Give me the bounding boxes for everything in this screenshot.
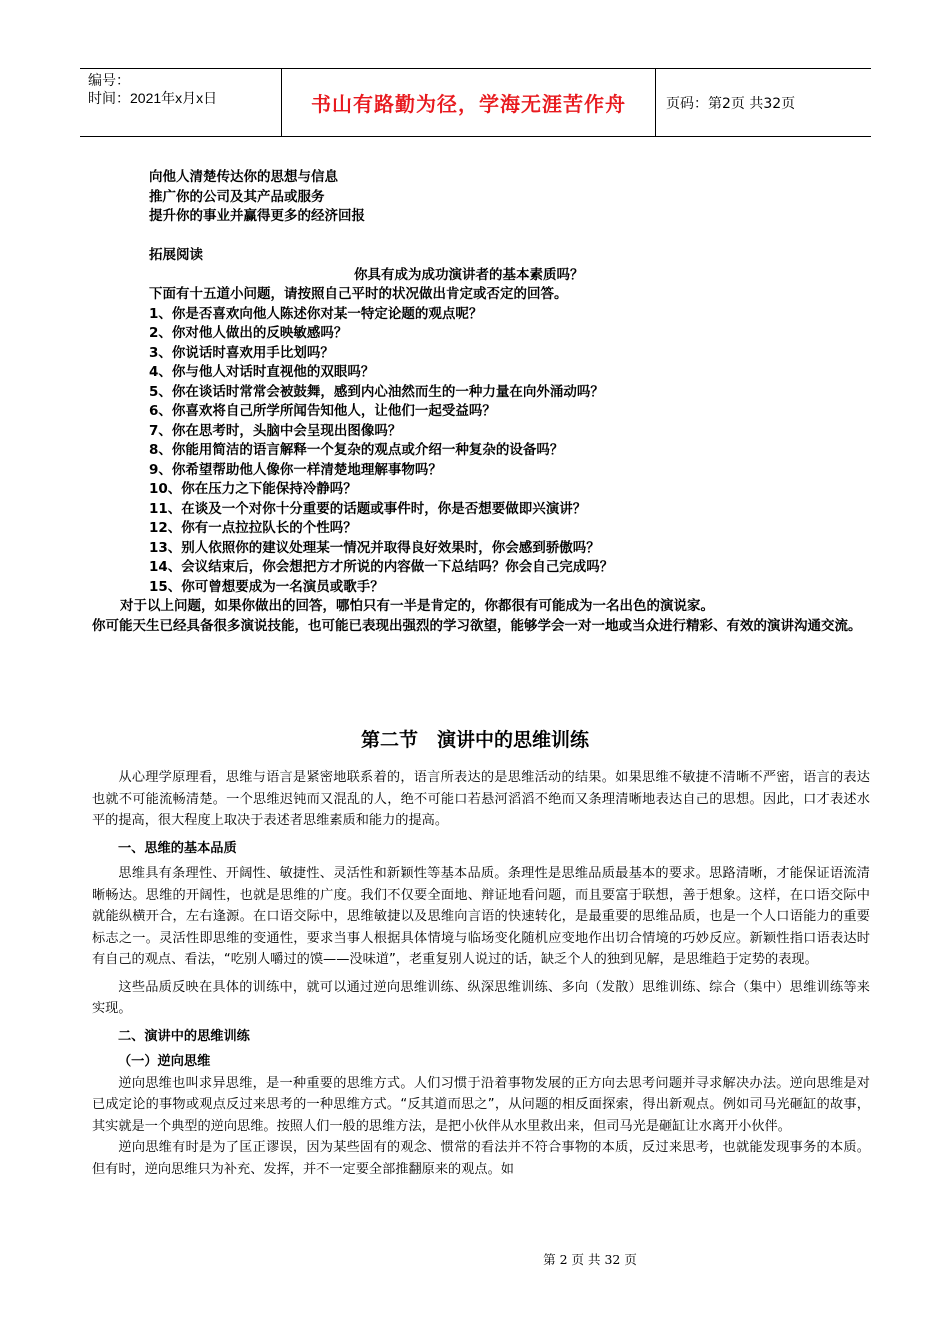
paragraph-reverse-thinking: 逆向思维也叫求异思维，是一种重要的思维方式。人们习惯于沿着事物发展的正方向去思考问题并寻求解决办法。逆向思维是对已成定论的事物或观点反过来思考的一种思维方式。“反其道而思之”，从问题的相反面探索，得出新观点。例如司马光砸缸的故事，其实就是一个典型的逆向思维。按照人们一般的思维方法，是把小伙伴从水里救出来，但司马光是砸缸让水离开小伙伴。 — [92, 1075, 870, 1134]
quiz-question: 12、你有一点拉拉队长的个性吗？ — [149, 520, 357, 536]
heading-basic-qualities: 一、思维的基本品质 — [118, 840, 237, 856]
intro-item: 提升你的事业并赢得更多的经济回报 — [149, 208, 365, 224]
paragraph-reverse-thinking-2: 逆向思维有时是为了匡正谬误，因为某些固有的观念、惯常的看法并不符合事物的本质，反过来思考，也就能发现事务的本质。但有时，逆向思维只为补充、发挥，并不一定要全部推翻原来的观点。如 — [92, 1140, 870, 1177]
quiz-question: 14、会议结束后，你会想把方才所说的内容做一下总结吗？你会自己完成吗？ — [149, 559, 614, 575]
date-label: 时间：2021年x月x日 — [88, 90, 218, 106]
header-page-info — [656, 69, 871, 136]
quiz-question: 10、你在压力之下能保持冷静吗？ — [149, 481, 357, 497]
quiz-question: 13、别人依照你的建议处理某一情况并取得良好效果时，你会感到骄傲吗？ — [149, 539, 600, 556]
quiz-question: 5、你在谈话时常常会被鼓舞，感到内心油然而生的一种力量在向外涌动吗？ — [149, 383, 604, 400]
self-test-block — [92, 168, 892, 636]
quiz-question: 6、你喜欢将自己所学所闻告知他人，让他们一起受益吗？ — [149, 403, 496, 419]
intro-item: 向他人清楚传达你的思想与信息 — [149, 169, 338, 185]
heading-training: 二、演讲中的思维训练 — [118, 1028, 250, 1044]
quiz-question: 2、你对他人做出的反映敏感吗？ — [149, 325, 348, 341]
number-label: 编号： — [88, 72, 130, 88]
intro-item: 推广你的公司及其产品或服务 — [149, 188, 325, 205]
motto: 书山有路勤为径，学海无涯苦作舟 — [311, 92, 626, 116]
quiz-question: 1、你是否喜欢向他人陈述你对某一特定论题的观点呢？ — [149, 305, 483, 322]
header-meta — [80, 69, 282, 136]
quiz-question: 4、你与他人对话时直视他的双眼吗？ — [149, 364, 375, 380]
quiz-title: 你具有成为成功演讲者的基本素质吗？ — [354, 266, 584, 283]
header-motto-cell — [282, 69, 656, 136]
quiz-question: 3、你说话时喜欢用手比划吗？ — [149, 344, 334, 361]
page-header — [80, 68, 871, 137]
quiz-question: 9、你希望帮助他人像你一样清楚地理解事物吗？ — [149, 461, 442, 478]
paragraph-qualities: 思维具有条理性、开阔性、敏捷性、灵活性和新颖性等基本品质。条理性是思维品质最基本的要求。思路清晰，才能保证语流清晰畅达。思维的开阔性，也就是思维的广度。我们不仅要全面地、辩证地看问题，而且要富于联想，善于想象。这样，在口语交际中就能纵横开合，左右逢源。在口语交际中，思维敏捷以及思维向言语的快速转化，是最重要的思维品质，也是一个人口语能力的重要标志之一。灵活性即思维的变通性，要求当事人根据具体情境与临场变化随机应变地作出切合情境的巧妙反应。新颖性指口语表达时有自己的观点、看法，“吃别人嚼过的馍——没味道”，老重复别人说过的话，缺乏个人的独到见解，是思维趋于定势的表现。 — [92, 866, 870, 967]
heading-reverse-thinking: （一）逆向思维 — [118, 1054, 211, 1069]
quiz-conclusion-line1: 对于以上问题，如果你做出的回答，哪怕只有一半是肯定的，你都很有可能成为一名出色的演说家。 — [120, 598, 714, 614]
page-info: 页码：第2页 共32页 — [666, 95, 796, 112]
extended-reading-label: 拓展阅读 — [149, 247, 203, 263]
quiz-question: 8、你能用简洁的语言解释一个复杂的观点或介绍一种复杂的设备吗？ — [149, 442, 564, 458]
quiz-question: 7、你在思考时，头脑中会呈现出图像吗？ — [149, 422, 402, 439]
paragraph-training-methods: 这些品质反映在具体的训练中，就可以通过逆向思维训练、纵深思维训练、多向（发散）思维训练、综合（集中）思维训练等来实现。 — [92, 979, 870, 1016]
quiz-question: 15、你可曾想要成为一名演员或歌手？ — [149, 578, 384, 595]
quiz-instruction: 下面有十五道小问题，请按照自己平时的状况做出肯定或否定的回答。 — [149, 286, 568, 302]
quiz-question: 11、在谈及一个对你十分重要的话题或事件时，你是否想要做即兴演讲？ — [149, 500, 587, 517]
page-footer: 第 2 页 共 32 页 — [543, 1252, 637, 1267]
quiz-conclusion-rest: 你可能天生已经具备很多演说技能，也可能已表现出强烈的学习欲望，能够学会一对一地或当众进行精彩、有效的演讲沟通交流。 — [92, 617, 862, 634]
section-body — [92, 767, 870, 1180]
section-intro: 从心理学原理看，思维与语言是紧密地联系着的，语言所表达的是思维活动的结果。如果思维不敏捷不清晰不严密，语言的表达也就不可能流畅清楚。一个思维迟钝而又混乱的人，绝不可能口若悬河滔滔不绝而又条理清晰地表达自己的思想。因此，口才表述水平的提高，很大程度上取决于表述者思维素质和能力的提高。 — [92, 770, 870, 828]
section-title: 第二节 演讲中的思维训练 — [360, 729, 589, 751]
